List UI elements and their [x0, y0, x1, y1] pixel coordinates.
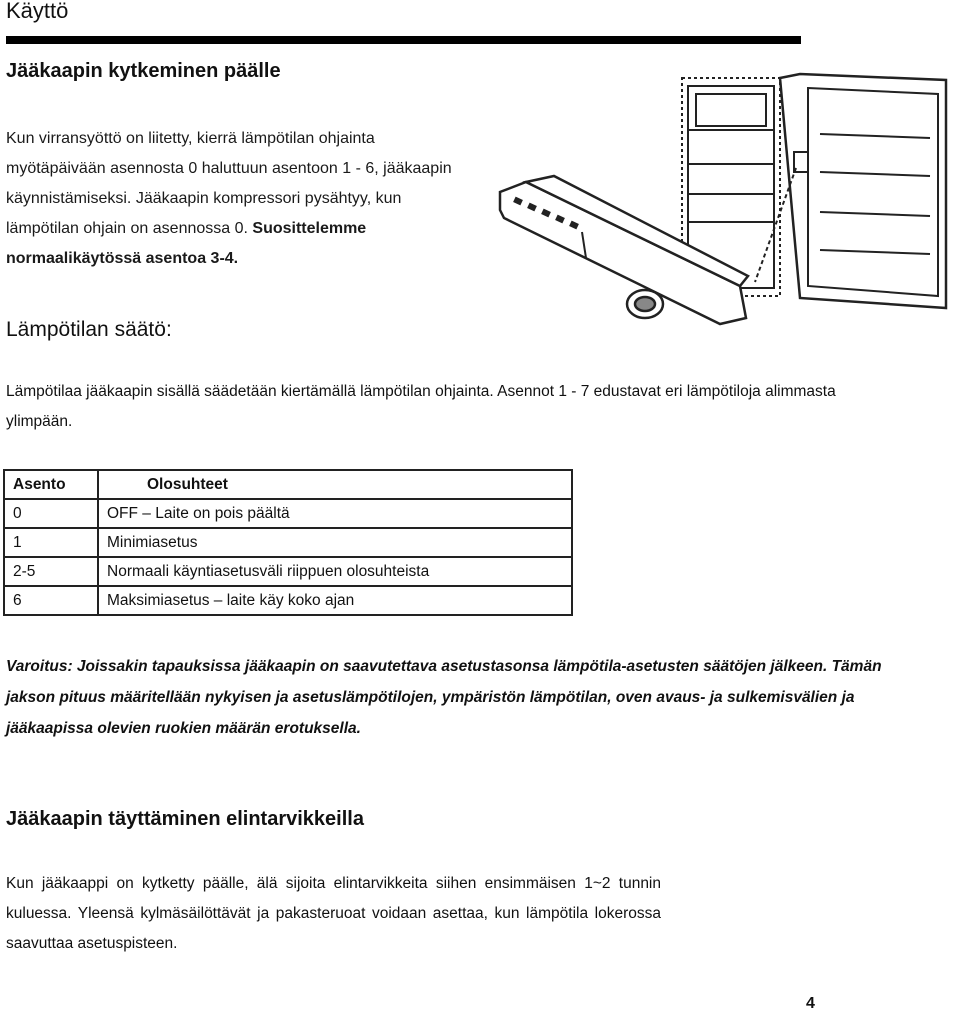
header-rule	[6, 36, 801, 44]
settings-table	[3, 469, 573, 616]
warning-paragraph: Varoitus: Joissakin tapauksissa jääkaapin on saavutettava asetustasonsa lämpötila-asetusten säätöjen jälkeen. Tämän jakson pituus määritellään nykyisen ja asetuslämpötilojen, ympäristön lämpötilan, oven avaus- ja sulkemisvälien ja jääkaapissa olevien ruokien määrän erotuksella.	[6, 658, 882, 737]
table-cell-position: 0	[4, 499, 98, 528]
table-row	[4, 499, 572, 528]
table-row	[4, 557, 572, 586]
temperature-paragraph: Lämpötilaa jääkaapin sisällä säädetään kiertämällä lämpötilan ohjainta. Asennot 1 - 7 edustavat eri lämpötiloja alimmasta ylimpään.	[6, 383, 836, 430]
filling-paragraph: Kun jääkaappi on kytketty päälle, älä sijoita elintarvikkeita siihen ensimmäisen 1~2 tunnin kuluessa. Yleensä kylmäsäilöttävät ja pakasteruoat voidaan asettaa, kun lämpötila lokerossa saavuttaa asetuspisteen.	[6, 875, 661, 952]
table-cell-condition: OFF – Laite on pois päältä	[98, 499, 572, 528]
section-heading-filling: Jääkaapin täyttäminen elintarvikkeilla	[6, 808, 364, 830]
fridge-thermostat-illustration	[490, 72, 952, 340]
table-cell-position: 2-5	[4, 557, 98, 586]
table-cell-position: 6	[4, 586, 98, 615]
section-heading-temperature: Lämpötilan säätö:	[6, 318, 172, 341]
table-row	[4, 586, 572, 615]
power-paragraph	[6, 124, 476, 274]
thermostat-icon	[500, 176, 748, 324]
table-header-position: Asento	[4, 470, 98, 499]
page-header-title: Käyttö	[6, 0, 69, 23]
table-cell-condition: Normaali käyntiasetusväli riippuen olosuhteista	[98, 557, 572, 586]
table-cell-condition: Maksimiasetus – laite käy koko ajan	[98, 586, 572, 615]
power-recommendation: Suosittelemme normaalikäytössä asentoa 3-4.	[6, 220, 367, 267]
section-heading-power: Jääkaapin kytkeminen päälle	[6, 60, 281, 82]
table-cell-position: 1	[4, 528, 98, 557]
power-text: Kun virransyöttö on liitetty, kierrä lämpötilan ohjainta myötäpäivään asennosta 0 haluttuun asentoon 1 - 6, jääkaapin käynnistämiseksi. Jääkaapin kompressori pysähtyy, kun lämpötilan ohjain on asennossa 0.	[6, 130, 452, 237]
table-header-condition: Olosuhteet	[98, 470, 572, 499]
table-cell-condition: Minimiasetus	[98, 528, 572, 557]
page-number: 4	[806, 995, 815, 1012]
table-row	[4, 528, 572, 557]
table-header-row	[4, 470, 572, 499]
